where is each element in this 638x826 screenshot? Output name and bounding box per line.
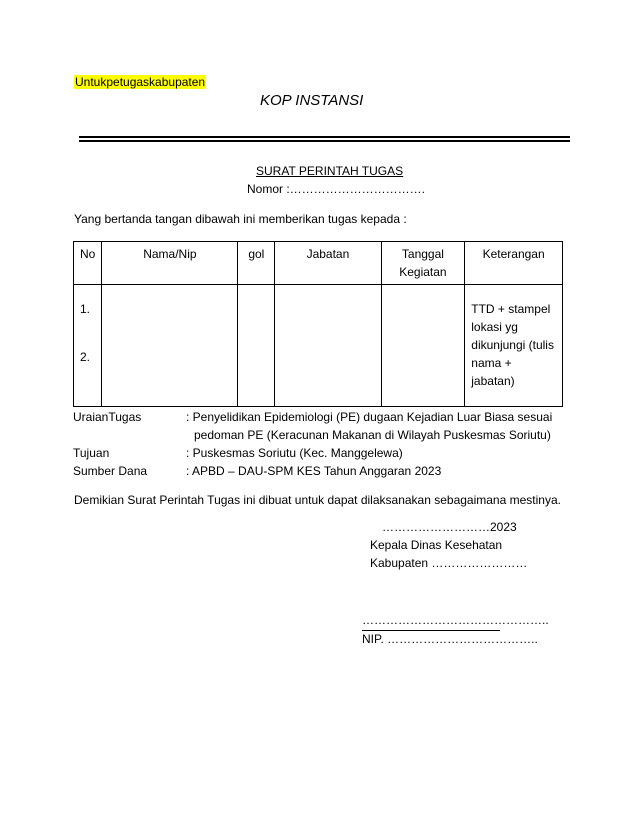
letter-number: Nomor :……………………………. [247,182,426,196]
uraian-value-line1: : Penyelidikan Epidemiologi (PE) dugaan Kejadian Luar Biasa sesuai [186,410,553,424]
uraian-value-line2: pedoman PE (Keracunan Makanan di Wilayah Puskesmas Soriutu) [194,428,551,442]
uraian-label: UraianTugas [73,410,142,424]
signature-name: ……………………………………….. [362,613,549,627]
header-jabatan: Jabatan [275,242,381,285]
row-number-1: 1. [80,302,91,316]
intro-text: Yang bertanda tangan dibawah ini memberikan tugas kepada : [74,212,407,226]
row-number-2: 2. [80,350,91,364]
kop-instansi: KOP INSTANSI [260,92,364,109]
tujuan-label: Tujuan [73,446,110,460]
header-nama-nip: Nama/Nip [102,242,238,285]
cell-tanggal [381,285,465,407]
signature-position-line2: Kabupaten …………………… [370,556,528,570]
signature-underline [362,630,500,631]
signature-nip: NIP. ……………………………….. [362,632,538,646]
tujuan-value: : Puskesmas Soriutu (Kec. Manggelewa) [186,446,403,460]
keterangan-text: TTD + stampel lokasi yg dikunjungi (tulis nama + jabatan) [471,302,554,388]
signature-position-line1: Kepala Dinas Kesehatan [370,538,503,552]
letterhead-divider [79,136,570,142]
letter-title: SURAT PERINTAH TUGAS [256,164,404,178]
cell-nama-nip [102,285,238,407]
signature-date: ………………………2023 [382,520,517,534]
cell-no [74,285,102,407]
cell-gol [238,285,275,407]
header-gol: gol [238,242,275,285]
header-keterangan: Keterangan [465,242,563,285]
closing-text: Demikian Surat Perintah Tugas ini dibuat untuk dapat dilaksanakan sebagaimana mestinya. [74,493,561,507]
sumber-dana-value: : APBD – DAU-SPM KES Tahun Anggaran 2023 [186,464,442,478]
assignment-table [73,241,563,407]
header-no: No [74,242,102,285]
cell-jabatan [275,285,381,407]
table-header-row [74,242,563,285]
table-row [74,285,563,407]
cell-keterangan [465,285,563,407]
header-note: Untukpetugaskabupaten [75,75,206,89]
sumber-dana-label: Sumber Dana [73,464,148,478]
header-tanggal-kegiatan: Tanggal Kegiatan [381,242,465,285]
